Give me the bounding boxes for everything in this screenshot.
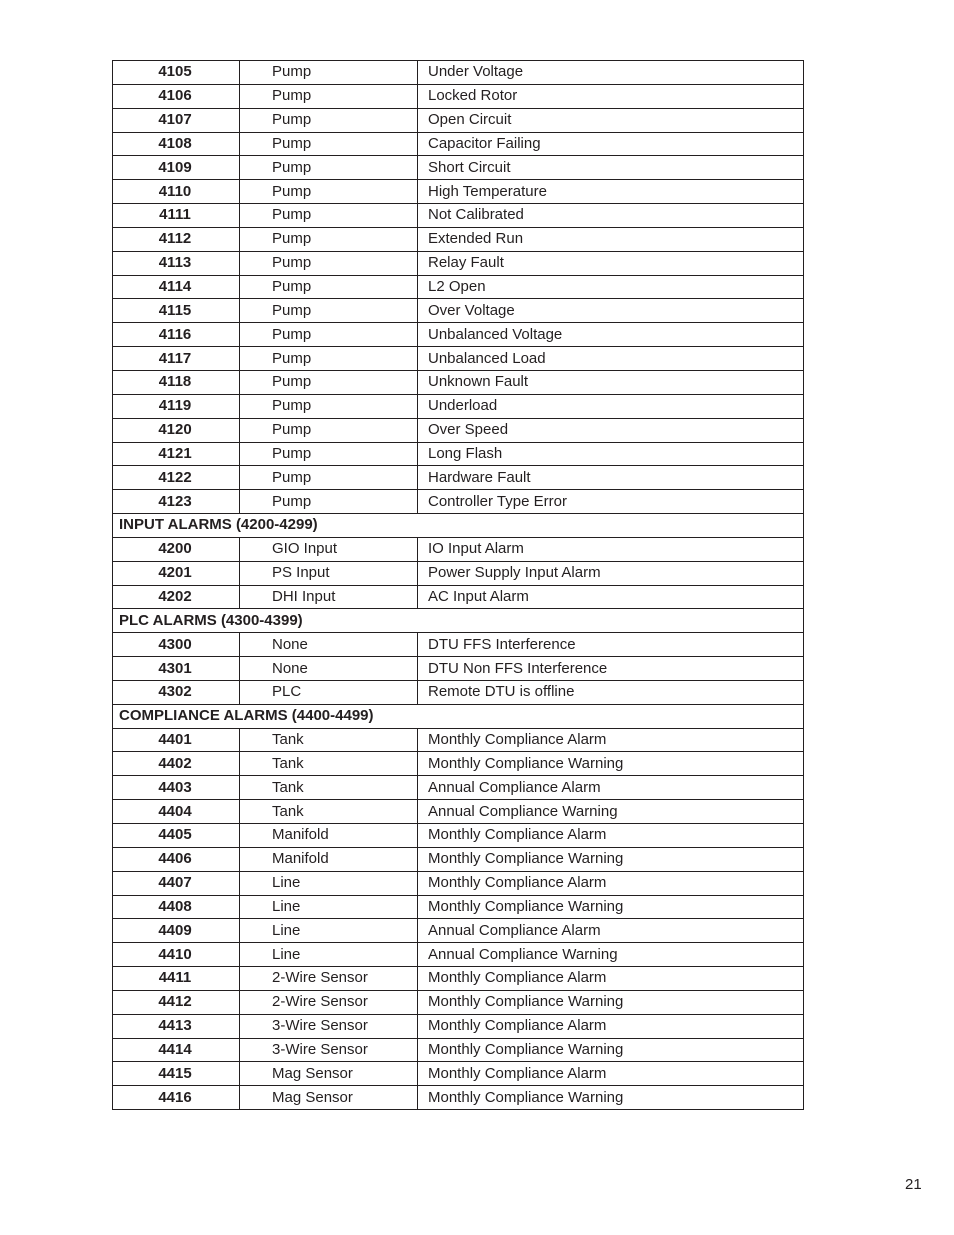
device-type: Mag Sensor: [240, 1086, 418, 1110]
table-row: [113, 132, 804, 156]
alarm-description: Monthly Compliance Warning: [418, 752, 804, 776]
table-row: [113, 752, 804, 776]
alarm-code: 4107: [113, 108, 240, 132]
alarm-code: 4414: [113, 1038, 240, 1062]
alarm-code: 4113: [113, 251, 240, 275]
alarm-code: 4407: [113, 871, 240, 895]
table-row: [113, 156, 804, 180]
alarm-description: Unbalanced Load: [418, 347, 804, 371]
table-row: [113, 728, 804, 752]
alarm-code: 4301: [113, 657, 240, 681]
alarm-code: 4115: [113, 299, 240, 323]
device-type: Tank: [240, 800, 418, 824]
alarm-description: Remote DTU is offline: [418, 680, 804, 704]
alarm-description: Annual Compliance Warning: [418, 943, 804, 967]
table-row: [113, 1038, 804, 1062]
page-number: 21: [905, 1176, 922, 1193]
device-type: Pump: [240, 490, 418, 514]
table-row: [113, 1014, 804, 1038]
device-type: 3-Wire Sensor: [240, 1038, 418, 1062]
alarm-description: Monthly Compliance Alarm: [418, 824, 804, 848]
alarm-description: AC Input Alarm: [418, 585, 804, 609]
table-row: [113, 418, 804, 442]
table-row: [113, 442, 804, 466]
table-row: [113, 204, 804, 228]
device-type: Pump: [240, 108, 418, 132]
device-type: 3-Wire Sensor: [240, 1014, 418, 1038]
table-row: [113, 1086, 804, 1110]
device-type: Line: [240, 895, 418, 919]
device-type: Pump: [240, 180, 418, 204]
alarm-code: 4302: [113, 680, 240, 704]
table-row: [113, 299, 804, 323]
alarm-code: 4202: [113, 585, 240, 609]
device-type: None: [240, 657, 418, 681]
alarm-code: 4122: [113, 466, 240, 490]
table-row: [113, 800, 804, 824]
alarm-code: 4406: [113, 847, 240, 871]
alarm-description: Annual Compliance Alarm: [418, 776, 804, 800]
alarm-code: 4404: [113, 800, 240, 824]
alarm-description: DTU Non FFS Interference: [418, 657, 804, 681]
alarm-code: 4412: [113, 990, 240, 1014]
alarm-description: Underload: [418, 394, 804, 418]
device-type: Pump: [240, 227, 418, 251]
alarm-description: Extended Run: [418, 227, 804, 251]
alarm-description: Relay Fault: [418, 251, 804, 275]
device-type: Pump: [240, 84, 418, 108]
device-type: Tank: [240, 752, 418, 776]
section-title: COMPLIANCE ALARMS (4400-4499): [113, 704, 804, 728]
alarm-description: Annual Compliance Alarm: [418, 919, 804, 943]
table-row: [113, 180, 804, 204]
alarm-code: 4121: [113, 442, 240, 466]
device-type: Manifold: [240, 824, 418, 848]
alarm-code: 4200: [113, 537, 240, 561]
alarm-description: IO Input Alarm: [418, 537, 804, 561]
alarm-description: L2 Open: [418, 275, 804, 299]
alarm-code: 4408: [113, 895, 240, 919]
table-row: [113, 561, 804, 585]
device-type: PLC: [240, 680, 418, 704]
table-row: [113, 347, 804, 371]
table-row: [113, 871, 804, 895]
table-row: [113, 633, 804, 657]
table-row: [113, 466, 804, 490]
table-row: [113, 323, 804, 347]
device-type: Pump: [240, 204, 418, 228]
alarm-description: DTU FFS Interference: [418, 633, 804, 657]
table-row: [113, 84, 804, 108]
alarm-code: 4411: [113, 967, 240, 991]
alarm-code: 4120: [113, 418, 240, 442]
alarm-description: Monthly Compliance Warning: [418, 990, 804, 1014]
device-type: Line: [240, 919, 418, 943]
device-type: Tank: [240, 728, 418, 752]
alarm-code: 4402: [113, 752, 240, 776]
alarm-code: 4415: [113, 1062, 240, 1086]
alarm-description: Hardware Fault: [418, 466, 804, 490]
alarm-code: 4117: [113, 347, 240, 371]
alarm-description: Monthly Compliance Warning: [418, 1038, 804, 1062]
alarm-description: Monthly Compliance Warning: [418, 895, 804, 919]
alarm-code: 4106: [113, 84, 240, 108]
alarm-code-table: [112, 60, 804, 1110]
device-type: PS Input: [240, 561, 418, 585]
section-header-row: [113, 609, 804, 633]
alarm-code: 4112: [113, 227, 240, 251]
section-header-row: [113, 514, 804, 538]
alarm-code: 4405: [113, 824, 240, 848]
alarm-code: 4114: [113, 275, 240, 299]
table-row: [113, 585, 804, 609]
alarm-code: 4116: [113, 323, 240, 347]
table-row: [113, 824, 804, 848]
alarm-description: Monthly Compliance Alarm: [418, 1062, 804, 1086]
alarm-table-body: [113, 61, 804, 1110]
device-type: Pump: [240, 370, 418, 394]
table-row: [113, 61, 804, 85]
alarm-description: Long Flash: [418, 442, 804, 466]
alarm-code: 4409: [113, 919, 240, 943]
device-type: Pump: [240, 418, 418, 442]
table-row: [113, 251, 804, 275]
section-title: INPUT ALARMS (4200-4299): [113, 514, 804, 538]
section-title: PLC ALARMS (4300-4399): [113, 609, 804, 633]
device-type: Pump: [240, 442, 418, 466]
table-row: [113, 275, 804, 299]
device-type: Manifold: [240, 847, 418, 871]
alarm-description: Monthly Compliance Warning: [418, 1086, 804, 1110]
device-type: Mag Sensor: [240, 1062, 418, 1086]
alarm-description: Not Calibrated: [418, 204, 804, 228]
device-type: Pump: [240, 61, 418, 85]
alarm-code: 4105: [113, 61, 240, 85]
alarm-description: Under Voltage: [418, 61, 804, 85]
device-type: Pump: [240, 156, 418, 180]
device-type: None: [240, 633, 418, 657]
table-row: [113, 776, 804, 800]
alarm-code: 4401: [113, 728, 240, 752]
alarm-code: 4109: [113, 156, 240, 180]
alarm-code: 4123: [113, 490, 240, 514]
table-row: [113, 967, 804, 991]
table-row: [113, 1062, 804, 1086]
alarm-description: High Temperature: [418, 180, 804, 204]
alarm-description: Controller Type Error: [418, 490, 804, 514]
alarm-description: Power Supply Input Alarm: [418, 561, 804, 585]
alarm-description: Monthly Compliance Alarm: [418, 967, 804, 991]
alarm-code: 4403: [113, 776, 240, 800]
alarm-description: Unbalanced Voltage: [418, 323, 804, 347]
alarm-description: Monthly Compliance Warning: [418, 847, 804, 871]
device-type: Pump: [240, 299, 418, 323]
device-type: GIO Input: [240, 537, 418, 561]
alarm-code: 4119: [113, 394, 240, 418]
table-row: [113, 370, 804, 394]
table-row: [113, 227, 804, 251]
alarm-code: 4413: [113, 1014, 240, 1038]
alarm-code: 4410: [113, 943, 240, 967]
table-row: [113, 537, 804, 561]
device-type: Line: [240, 943, 418, 967]
device-type: Pump: [240, 466, 418, 490]
alarm-code: 4300: [113, 633, 240, 657]
alarm-code: 4111: [113, 204, 240, 228]
alarm-description: Monthly Compliance Alarm: [418, 1014, 804, 1038]
device-type: Pump: [240, 251, 418, 275]
table-row: [113, 657, 804, 681]
alarm-code: 4110: [113, 180, 240, 204]
section-header-row: [113, 704, 804, 728]
alarm-description: Over Speed: [418, 418, 804, 442]
device-type: Pump: [240, 323, 418, 347]
alarm-description: Monthly Compliance Alarm: [418, 728, 804, 752]
device-type: Pump: [240, 347, 418, 371]
alarm-description: Over Voltage: [418, 299, 804, 323]
alarm-code: 4108: [113, 132, 240, 156]
device-type: Pump: [240, 394, 418, 418]
table-row: [113, 990, 804, 1014]
alarm-code: 4118: [113, 370, 240, 394]
device-type: 2-Wire Sensor: [240, 990, 418, 1014]
alarm-description: Unknown Fault: [418, 370, 804, 394]
table-row: [113, 919, 804, 943]
table-row: [113, 847, 804, 871]
device-type: 2-Wire Sensor: [240, 967, 418, 991]
alarm-description: Capacitor Failing: [418, 132, 804, 156]
table-row: [113, 108, 804, 132]
alarm-description: Monthly Compliance Alarm: [418, 871, 804, 895]
device-type: Tank: [240, 776, 418, 800]
device-type: Pump: [240, 275, 418, 299]
alarm-description: Annual Compliance Warning: [418, 800, 804, 824]
alarm-code: 4416: [113, 1086, 240, 1110]
alarm-description: Locked Rotor: [418, 84, 804, 108]
table-row: [113, 680, 804, 704]
alarm-code: 4201: [113, 561, 240, 585]
alarm-description: Open Circuit: [418, 108, 804, 132]
table-row: [113, 490, 804, 514]
table-row: [113, 943, 804, 967]
table-row: [113, 895, 804, 919]
device-type: Line: [240, 871, 418, 895]
device-type: DHI Input: [240, 585, 418, 609]
table-row: [113, 394, 804, 418]
device-type: Pump: [240, 132, 418, 156]
alarm-description: Short Circuit: [418, 156, 804, 180]
